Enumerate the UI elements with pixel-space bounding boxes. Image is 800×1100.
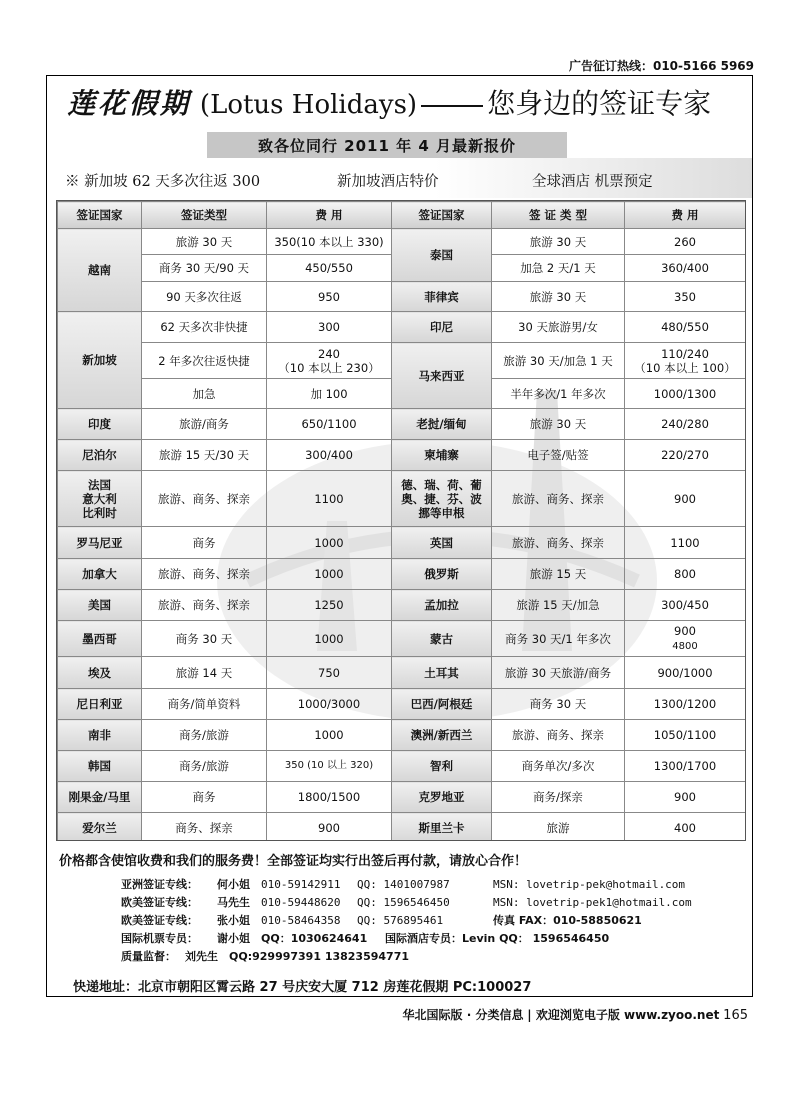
visa-type-cell: 旅游 30 天旅游/商务 (492, 657, 625, 689)
country-cell: 菲律宾 (392, 282, 492, 312)
country-line: 意大利 (82, 491, 117, 506)
fee-cell: 650/1100 (267, 409, 392, 440)
country-cell: 印尼 (392, 312, 492, 343)
country-cell (58, 471, 142, 527)
table-row (58, 751, 746, 782)
country-cell: 南非 (58, 720, 142, 751)
fee-cell: 950 (267, 282, 392, 312)
header-fee: 费 用 (625, 202, 746, 229)
promo-booking: 全球酒店 机票预定 (532, 174, 653, 190)
fee-cell: 1100 (625, 527, 746, 559)
country-line: 德、瑞、荷、葡 (401, 477, 482, 492)
header-visa-type: 签 证 类 型 (492, 202, 625, 229)
fee-cell: 260 (625, 229, 746, 255)
contact-qq: QQ: 1401007987 (357, 878, 450, 891)
table-row (58, 813, 746, 842)
country-cell: 加拿大 (58, 559, 142, 590)
visa-type-cell: 商务单次/多次 (492, 751, 625, 782)
fee-cell: 350 (625, 282, 746, 312)
visa-type-cell: 旅游/商务 (142, 409, 267, 440)
visa-type-cell: 旅游 30 天 (142, 229, 267, 255)
fee-cell: 1000/3000 (267, 689, 392, 720)
visa-type-cell: 商务/旅游 (142, 751, 267, 782)
fee-cell: 1000 (267, 621, 392, 657)
country-cell: 克罗地亚 (392, 782, 492, 813)
fee-main: 900 (674, 623, 696, 638)
country-cell: 罗马尼亚 (58, 527, 142, 559)
country-cell: 柬埔寨 (392, 440, 492, 471)
header-visa-type: 签证类型 (142, 202, 267, 229)
country-line: 法国 (88, 477, 111, 492)
payment-notice: 价格都含使馆收费和我们的服务费！全部签证均实行出签后再付款，请放心合作！ (59, 854, 528, 869)
visa-type-cell: 旅游 15 天/30 天 (142, 440, 267, 471)
visa-type-cell: 旅游、商务、探亲 (492, 527, 625, 559)
visa-type-cell: 62 天多次非快捷 (142, 312, 267, 343)
table-row (58, 471, 746, 527)
visa-type-cell: 旅游、商务、探亲 (492, 471, 625, 527)
contact-name: 谢小姐 (217, 932, 250, 945)
contact-label: 欧美签证专线： (121, 896, 198, 909)
fee-main: 240 (318, 346, 340, 361)
country-cell: 巴西/阿根廷 (392, 689, 492, 720)
country-cell (392, 471, 492, 527)
fee-cell: 450/550 (267, 255, 392, 282)
visa-type-cell: 旅游 30 天 (492, 282, 625, 312)
contact-phone: 010-59448620 (261, 896, 341, 909)
visa-type-cell: 2 年多次往返快捷 (142, 343, 267, 379)
page-number: 165 (723, 1008, 748, 1023)
contact-name: 刘先生 (185, 950, 218, 963)
visa-type-cell: 商务 (142, 782, 267, 813)
visa-type-cell: 商务、探亲 (142, 813, 267, 842)
country-cell: 新加坡 (58, 312, 142, 409)
country-line: 比利时 (82, 505, 117, 520)
country-cell: 斯里兰卡 (392, 813, 492, 842)
fee-cell: 800 (625, 559, 746, 590)
visa-type-cell: 旅游 30 天 (492, 409, 625, 440)
visa-type-cell: 旅游、商务、探亲 (142, 471, 267, 527)
country-cell: 尼日利亚 (58, 689, 142, 720)
fee-cell: 1000/1300 (625, 379, 746, 409)
fee-cell: 350(10 本以上 330) (267, 229, 392, 255)
contact-name: 何小姐 (217, 878, 250, 891)
contact-qq: QQ：1030624641 (261, 932, 368, 945)
visa-price-table (57, 201, 746, 841)
fee-cell: 1800/1500 (267, 782, 392, 813)
price-table-wrapper (56, 200, 746, 841)
visa-type-cell: 加急 (142, 379, 267, 409)
table-row (58, 782, 746, 813)
fee-note: （10 本以上 230） (278, 360, 380, 375)
table-row (58, 527, 746, 559)
ad-title (67, 82, 711, 122)
country-cell: 尼泊尔 (58, 440, 142, 471)
country-cell: 土耳其 (392, 657, 492, 689)
table-row (58, 559, 746, 590)
fee-cell: 300/450 (625, 590, 746, 621)
table-row (58, 282, 746, 312)
footer-welcome: 欢迎浏览电子版 www.zyoo.net (535, 1008, 720, 1022)
visa-type-cell: 旅游 15 天 (492, 559, 625, 590)
brand-tagline: 您身边的签证专家 (487, 87, 712, 120)
fee-cell (625, 621, 746, 657)
fee-cell: 1000 (267, 559, 392, 590)
fee-cell: 加 100 (267, 379, 392, 409)
visa-type-cell: 商务 (142, 527, 267, 559)
contact-label: 欧美签证专线： (121, 914, 198, 927)
header-country: 签证国家 (58, 202, 142, 229)
contact-qq: QQ: 1596546450 (357, 896, 450, 909)
fee-cell: 480/550 (625, 312, 746, 343)
contact-label: 质量监督： (121, 950, 176, 963)
contact-phone: 010-58464358 (261, 914, 341, 927)
table-row (58, 409, 746, 440)
fee-cell: 900/1000 (625, 657, 746, 689)
country-cell: 墨西哥 (58, 621, 142, 657)
contact-fax: 传真 FAX：010-58850621 (493, 914, 642, 927)
visa-type-cell: 商务 30 天 (492, 689, 625, 720)
table-header-row (58, 202, 746, 229)
fee-main: 110/240 (661, 346, 709, 361)
country-cell: 蒙古 (392, 621, 492, 657)
visa-type-cell: 30 天旅游男/女 (492, 312, 625, 343)
contact-phone: 010-59142911 (261, 878, 341, 891)
table-row (58, 590, 746, 621)
promo-singapore: ※ 新加坡 62 天多次往返 300 (65, 174, 261, 190)
country-cell: 刚果金/马里 (58, 782, 142, 813)
fee-cell: 1300/1200 (625, 689, 746, 720)
brand-name-en: (Lotus Holidays) (199, 90, 418, 120)
brand-logo-cn: 莲花假期 (67, 87, 192, 120)
country-cell: 老挝/缅甸 (392, 409, 492, 440)
hotel-contact: 国际酒店专员：Levin QQ： 1596546450 (385, 932, 610, 945)
visa-type-cell: 商务 30 天/1 年多次 (492, 621, 625, 657)
fee-cell: 300/400 (267, 440, 392, 471)
table-row (58, 229, 746, 255)
promo-hotel: 新加坡酒店特价 (337, 174, 439, 190)
country-cell: 澳洲/新西兰 (392, 720, 492, 751)
contact-qq: QQ:929997391 13823594771 (229, 950, 410, 963)
page-footer (403, 1006, 748, 1023)
country-cell: 马来西亚 (392, 343, 492, 409)
fee-cell: 300 (267, 312, 392, 343)
visa-type-cell: 半年多次/1 年多次 (492, 379, 625, 409)
visa-type-cell: 商务 30 天/90 天 (142, 255, 267, 282)
table-row (58, 343, 746, 379)
country-cell: 俄罗斯 (392, 559, 492, 590)
visa-type-cell: 旅游、商务、探亲 (142, 590, 267, 621)
fee-cell: 1300/1700 (625, 751, 746, 782)
delivery-address: 快递地址：北京市朝阳区霄云路 27 号庆安大厦 712 房莲花假期 PC:100027 (73, 980, 532, 995)
visa-type-cell: 旅游 15 天/加急 (492, 590, 625, 621)
fee-cell: 900 (625, 471, 746, 527)
country-cell: 印度 (58, 409, 142, 440)
fee-cell: 1000 (267, 720, 392, 751)
footer-divider: | (527, 1008, 536, 1022)
fee-cell: 1050/1100 (625, 720, 746, 751)
visa-type-cell: 旅游 (492, 813, 625, 842)
fee-cell: 240/280 (625, 409, 746, 440)
visa-type-cell: 电子签/贴签 (492, 440, 625, 471)
advertisement-frame (46, 75, 753, 997)
table-row (58, 657, 746, 689)
fee-cell: 350 (10 以上 320) (267, 751, 392, 782)
fee-cell (625, 343, 746, 379)
country-cell: 韩国 (58, 751, 142, 782)
contact-label: 国际机票专员： (121, 932, 198, 945)
fee-cell: 1100 (267, 471, 392, 527)
fee-cell: 220/270 (625, 440, 746, 471)
fee-cell: 1250 (267, 590, 392, 621)
contact-label: 亚洲签证专线： (121, 878, 198, 891)
table-row (58, 720, 746, 751)
fee-note: 4800 (672, 640, 698, 652)
visa-type-cell: 加急 2 天/1 天 (492, 255, 625, 282)
title-dash (421, 105, 483, 107)
country-cell: 越南 (58, 229, 142, 312)
fee-cell: 900 (267, 813, 392, 842)
country-line: 挪等申根 (418, 505, 465, 520)
visa-type-cell: 旅游 30 天 (492, 229, 625, 255)
visa-type-cell: 90 天多次往返 (142, 282, 267, 312)
fee-cell: 1000 (267, 527, 392, 559)
contact-qq: QQ: 576895461 (357, 914, 444, 927)
visa-type-cell: 旅游、商务、探亲 (492, 720, 625, 751)
table-row (58, 312, 746, 343)
fee-cell: 750 (267, 657, 392, 689)
visa-type-cell: 商务/简单资料 (142, 689, 267, 720)
country-cell: 美国 (58, 590, 142, 621)
contact-msn: MSN: lovetrip-pek@hotmail.com (493, 878, 686, 891)
footer-section: 华北国际版 · 分类信息 (402, 1008, 524, 1022)
subtitle-banner: 致各位同行 2011 年 4 月最新报价 (207, 132, 567, 158)
header-country: 签证国家 (392, 202, 492, 229)
fee-cell (267, 343, 392, 379)
visa-type-cell: 商务/探亲 (492, 782, 625, 813)
country-cell: 埃及 (58, 657, 142, 689)
country-cell: 英国 (392, 527, 492, 559)
contact-msn: MSN: lovetrip-pek1@hotmail.com (493, 896, 692, 909)
fee-cell: 360/400 (625, 255, 746, 282)
header-fee: 费 用 (267, 202, 392, 229)
fee-note: （10 本以上 100） (634, 360, 736, 375)
country-cell: 孟加拉 (392, 590, 492, 621)
visa-type-cell: 旅游 14 天 (142, 657, 267, 689)
country-cell: 爱尔兰 (58, 813, 142, 842)
visa-type-cell: 旅游、商务、探亲 (142, 559, 267, 590)
table-row (58, 440, 746, 471)
fee-cell: 900 (625, 782, 746, 813)
contact-name: 马先生 (217, 896, 250, 909)
visa-type-cell: 商务/旅游 (142, 720, 267, 751)
table-row (58, 689, 746, 720)
country-cell: 泰国 (392, 229, 492, 282)
table-row (58, 621, 746, 657)
country-line: 奥、捷、芬、波 (401, 491, 482, 506)
fee-cell: 400 (625, 813, 746, 842)
visa-type-cell: 商务 30 天 (142, 621, 267, 657)
contact-name: 张小姐 (217, 914, 250, 927)
visa-type-cell: 旅游 30 天/加急 1 天 (492, 343, 625, 379)
ad-hotline: 广告征订热线：010-5166 5969 (568, 59, 754, 73)
country-cell: 智利 (392, 751, 492, 782)
